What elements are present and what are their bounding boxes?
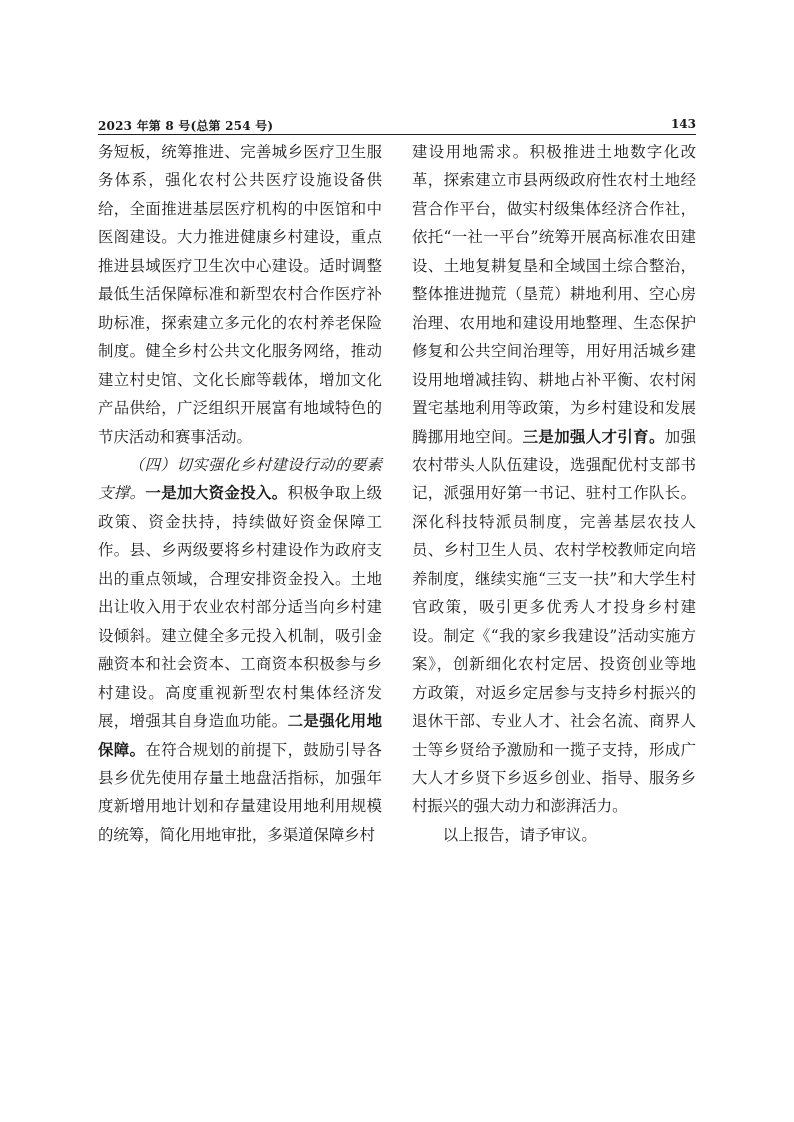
highlight-heading: 一是加大资金投入。 (145, 484, 288, 503)
closing-line: 以上报告，请予审议。 (442, 825, 597, 844)
highlight-heading: 二是强化用地保障。 (98, 712, 382, 759)
paragraph-text: 积极争取上级政策、资金扶持，持续做好资金保障工作。县、乡两级要将乡村建设作为政府支出的重点领域，合理安排资金投入。土地出让收入用于农业农村部分适当向乡村建设倾斜。建立健全多元投入机制，吸引金融资本和社会资本、工商资本积极参与乡村建设。高度重视新型农村集体经济发展，增强其自身造血功能。 (98, 484, 382, 731)
page-header (98, 117, 696, 133)
paragraph-text: 建设用地需求。积极推进土地数字化改革，探索建立市县两级政府性农村土地经营合作平台，做实村级集体经济合作社，依托“一社一平台”统筹开展高标准农田建设、土地复耕复垦和全域国土综合整治，整体推进抛荒（垦荒）耕地利用、空心房治理、农用地和建设用地整理、生态保护修复和公共空间治理等，用好用活城乡建设用地增减挂钩、耕地占补平衡、农村闲置宅基地利用等政策，为乡村建设和发展腾挪用地空间。 (412, 143, 696, 446)
page-number: 143 (670, 117, 696, 131)
paragraph (98, 138, 382, 451)
left-column (98, 138, 382, 849)
paragraph-text: 务短板，统筹推进、完善城乡医疗卫生服务体系，强化农村公共医疗设施设备供给，全面推进基层医疗机构的中医馆和中医阁建设。大力推进健康乡村建设，重点推进县域医疗卫生次中心建设。适时调整最低生活保障标准和新型农村合作医疗补助标准，探索建立多元化的农村养老保险制度。健全乡村公共文化服务网络，推动建立村史馆、文化长廊等载体，增加文化产品供给，广泛组织开展富有地域特色的节庆活动和赛事活动。 (98, 143, 382, 446)
paragraph (412, 138, 696, 821)
paragraph-text: 在符合规划的前提下，鼓励引导各县乡优先使用存量土地盘活指标，加强年度新增用地计划和存量建设用地利用规模的统筹，简化用地审批，多渠道保障乡村 (98, 740, 382, 844)
header-rule (98, 134, 696, 135)
issue-number: 2023 年第 8 号(总第 254 号) (98, 119, 274, 133)
right-column (412, 138, 696, 849)
paragraph (98, 451, 382, 849)
paragraph-text: 加强农村带头人队伍建设，选强配优村支部书记，派强用好第一书记、驻村工作队长。深化科技特派员制度，完善基层农技人员、乡村卫生人员、农村学校教师定向培养制度，继续实施“三支一扶”和大学生村官政策，吸引更多优秀人才投身乡村建设。制定《“我的家乡我建设”活动实施方案》，创新细化农村定居、投资创业等地方政策，对返乡定居参与支持乡村振兴的退休干部、专业人才、社会名流、商界人士等乡贤给予激励和一揽子支持，形成广大人才乡贤下乡返乡创业、指导、服务乡村振兴的强大动力和澎湃活力。 (412, 427, 696, 816)
section-heading: （四）切实强化乡村建设行动的要素支撑。 (98, 455, 382, 503)
highlight-heading: 三是加强人才引育。 (522, 427, 665, 446)
